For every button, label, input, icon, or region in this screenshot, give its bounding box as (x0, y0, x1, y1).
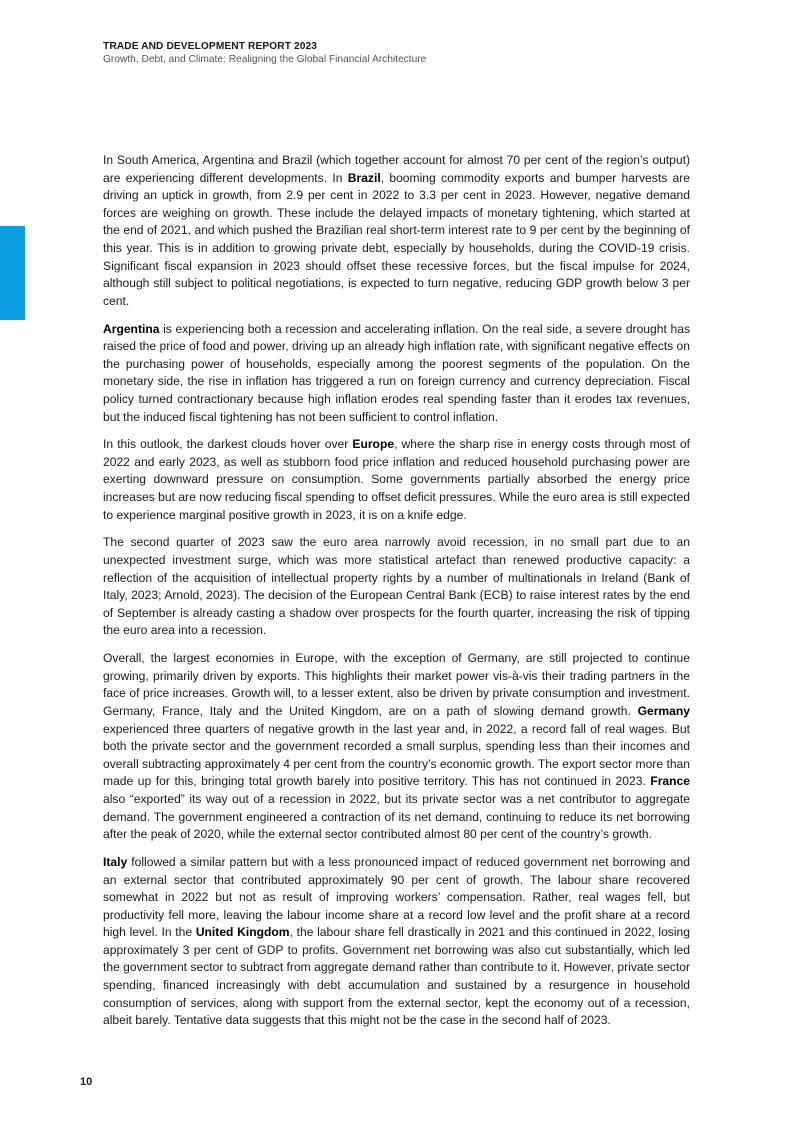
emphasis-argentina: Argentina (103, 321, 160, 336)
paragraph-south-america-brazil (103, 152, 690, 310)
chapter-side-tab (0, 226, 25, 320)
text-run: , booming commodity exports and bumper harvests are driving an uptick in growth, from 2.9 per cent in 2022 to 3.3 per cent in 2023. However, negative demand forces are weighing on growth. These include the delayed impacts of monetary tightening, which started at the end of 2021, and which pushed the Brazilian real short-term interest rate to 9 per cent by the beginning of this year. This is in addition to growing private debt, especially by households, during the COVID-19 crisis. Significant fiscal expansion in 2023 should offset these recessive forces, but the fiscal impulse for 2024, although still subject to political negotiations, is expected to turn negative, reducing GDP growth below 3 per cent. (103, 170, 691, 308)
report-subtitle: Growth, Debt, and Climate: Realigning the Global Financial Architecture (103, 54, 427, 65)
emphasis-germany: Germany (637, 703, 690, 718)
emphasis-europe: Europe (352, 437, 395, 452)
emphasis-united-kingdom: United Kingdom (195, 925, 290, 940)
page-number: 10 (80, 1076, 93, 1088)
text-run: In South America, Argentina and Brazil (which together account for almost 70 per cent of the region’s output) are experiencing different developments. In (103, 153, 690, 185)
text-run: is experiencing both a recession and accelerating inflation. On the real side, a severe drought has raised the price of food and power, driving up an already high inflation rate, with significant negative effects on the purchasing power of households, especially among the poorest segments of the population. On the monetary side, the rise in inflation has triggered a run on foreign currency and currency depreciation. Fiscal policy turned contractionary because high inflation erodes real spending faster than it erodes tax revenues, but the induced fiscal tightening has not been sufficient to control inflation. (103, 321, 690, 424)
text-run: The second quarter of 2023 saw the euro area narrowly avoid recession, in no small part due to an unexpected investment surge, which was more statistical artefact than renewed productive capacity: a reflection of the acquisition of intellectual property rights by a number of multinationals in Ireland (Bank of Italy, 2023; Arnold, 2023). The decision of the European Central Bank (ECB) to raise interest rates by the end of September is already casting a shadow over prospects for the fourth quarter, increasing the risk of tipping the euro area into a recession. (103, 535, 690, 638)
emphasis-france: France (650, 774, 690, 789)
paragraph-euro-area-q2 (103, 534, 690, 640)
body-text (103, 152, 690, 1040)
report-title: TRADE AND DEVELOPMENT REPORT 2023 (103, 41, 318, 52)
paragraph-italy-uk (103, 854, 690, 1030)
text-run: , where the sharp rise in energy costs through most of 2022 and early 2023, as well as stubborn food price inflation and reduced household purchasing power are exerting downward pressure on consumption. Some governments partially absorbed the energy price increases but are now reducing fiscal spending to offset deficit pressures. While the euro area is still expected to experience marginal positive growth in 2023, it is on a knife edge. (103, 437, 690, 522)
text-run: Overall, the largest economies in Europe, with the exception of Germany, are still projected to continue growing, primarily driven by exports. This highlights their market power vis-à-vis their trading partners in the face of price increases. Growth will, to a lesser extent, also be driven by private consumption and investment. Germany, France, Italy and the United Kingdom, are on a path of slowing demand growth. (103, 651, 690, 718)
paragraph-argentina (103, 321, 690, 427)
emphasis-italy: Italy (103, 854, 128, 869)
paragraph-germany-france (103, 650, 690, 844)
text-run: , the labour share fell drastically in 2021 and this continued in 2022, losing approximately 3 per cent of GDP to profits. Government net borrowing was also cut substantially, which led the government sector to subtract from aggregate demand rather than contribute to it. However, private sector spending, financed increasingly with debt accumulation and sustained by a resurgence in household consumption of services, along with support from the external sector, kept the economy out of a recession, albeit barely. Tentative data suggests that this might not be the case in the second half of 2023. (103, 925, 690, 1028)
paragraph-europe (103, 436, 690, 524)
text-run: experienced three quarters of negative growth in the last year and, in 2022, a record fall of real wages. But both the private sector and the government recorded a small surplus, spending less than their incomes and overall subtracting approximately 4 per cent from the country’s economic growth. The export sector more than made up for this, bringing total growth barely into positive territory. This has not continued in 2023. (103, 721, 690, 789)
text-run: In this outlook, the darkest clouds hover over (103, 437, 353, 452)
text-run: also “exported” its way out of a recession in 2022, but its private sector was a net contributor to aggregate demand. The government engineered a contraction of its net demand, continuing to reduce its net borrowing after the peak of 2020, while the external sector contributed almost 80 per cent of the country’s growth. (103, 791, 690, 842)
running-header (103, 40, 703, 66)
text-run: followed a similar pattern but with a less pronounced impact of reduced government net borrowing and an external sector that contributed approximately 90 per cent of growth. The labour share recovered somewhat in 2022 but not as result of improving workers’ compensation. Rather, real wages fell, but productivity fell more, leaving the labour income share at a record low level and the profit share at a record high level. In the (103, 854, 690, 940)
emphasis-brazil: Brazil (347, 170, 381, 185)
